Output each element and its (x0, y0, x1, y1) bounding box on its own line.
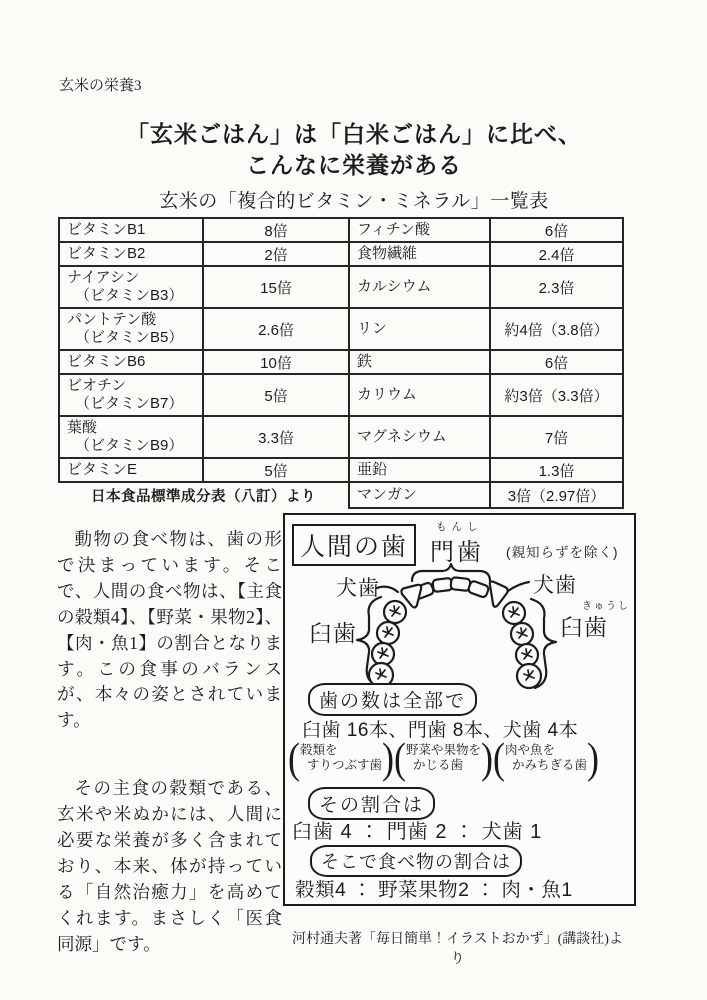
mineral-name-cell: フィチン酸 (349, 218, 490, 242)
paren-open: ( (288, 734, 300, 782)
table-row (59, 242, 623, 266)
mineral-name-cell: カルシウム (349, 266, 490, 308)
page-header: 玄米の栄養3 (59, 78, 142, 94)
tooth-count-line: 臼歯 16本、門歯 8本、犬歯 4本 (302, 720, 579, 741)
mineral-name-cell: リン (349, 308, 490, 350)
tooth-role-molar: ( 穀類を すりつぶす歯 ) (288, 734, 395, 782)
nutrient-value-cell: 2倍 (203, 242, 349, 266)
nutrient-value-cell: 5倍 (203, 374, 349, 416)
canine-label-right: 犬歯 (533, 574, 577, 597)
tooth-role-notes (288, 734, 600, 782)
table-row (59, 458, 623, 482)
tooth-role-canine: ( 肉や魚を かみちぎる歯 ) (493, 734, 600, 782)
nutrient-value-cell: 15倍 (203, 266, 349, 308)
paren-close: ) (481, 734, 494, 782)
table-row (59, 266, 623, 308)
paren-open: ( (394, 734, 407, 782)
food-ratio-line: 穀類4 ： 野菜果物2 ： 肉・魚1 (295, 879, 573, 901)
paren-close: ) (382, 734, 395, 782)
molar-label-left: 臼歯 (309, 620, 357, 646)
mineral-value-cell: 6倍 (490, 350, 623, 374)
paragraph-brown-rice: その主食の穀類である、玄米や米ぬかには、人間に必要な栄養が多く含まれており、本来、体が持っている「自然治癒力」を高めてくれます。まさしく「医食同源」です。 (57, 778, 282, 954)
teeth-box-title: 人間の歯 (292, 524, 416, 566)
table-row (59, 416, 623, 458)
incisor-label: 門歯 (430, 539, 484, 566)
mineral-name-cell: カリウム (349, 374, 490, 416)
mineral-value-cell: 2.3倍 (490, 266, 623, 308)
paren-open: ( (493, 734, 506, 782)
teeth-illustration-box (283, 513, 636, 906)
nutrient-name-cell: パントテン酸 （ビタミンB5） (59, 308, 203, 350)
nutrient-value-cell: 3.3倍 (203, 416, 349, 458)
table-row (59, 218, 623, 242)
nutrient-name-cell: ビタミンB1 (59, 218, 203, 242)
mineral-name-cell: 鉄 (349, 350, 490, 374)
table-row (59, 308, 623, 350)
incisor-furigana: もんし (436, 521, 483, 533)
nutrient-value-cell: 10倍 (203, 350, 349, 374)
mineral-name-cell: 亜鉛 (349, 458, 490, 482)
food-ratio-heading: そこで食べ物の割合は (310, 845, 522, 877)
main-title (14, 119, 694, 181)
nutrient-value-cell: 2.6倍 (203, 308, 349, 350)
molar-furigana: きゅうし (582, 601, 630, 612)
nutrient-name-cell: ビオチン （ビタミンB7） (59, 374, 203, 416)
mineral-name-cell: マンガン (349, 482, 490, 508)
tooth-role-incisor: ( 野菜や果物を かじる歯 ) (394, 734, 494, 782)
main-title-line1: 「玄米ごはん」は「白米ごはん」に比べ、 (126, 121, 582, 147)
mineral-value-cell: 3倍（2.97倍） (490, 482, 623, 508)
canine-label-left: 犬歯 (336, 577, 380, 600)
mineral-value-cell: 6倍 (490, 218, 623, 242)
paren-close: ) (587, 734, 600, 782)
main-title-line2: こんなに栄養がある (246, 152, 462, 178)
mineral-value-cell: 約3倍（3.3倍） (490, 374, 623, 416)
table-row (59, 374, 623, 416)
nutrient-value-cell: 5倍 (203, 458, 349, 482)
nutrient-value-cell: 8倍 (203, 218, 349, 242)
tooth-ratio-line: 臼歯 4 ： 門歯 2 ： 犬歯 1 (292, 821, 543, 843)
molar-label-right: 臼歯 (560, 614, 608, 640)
wisdom-teeth-note: (親知らずを除く) (506, 545, 619, 560)
mineral-value-cell: 1.3倍 (490, 458, 623, 482)
mineral-name-cell: 食物繊維 (349, 242, 490, 266)
nutrient-name-cell: ビタミンB2 (59, 242, 203, 266)
citation: 河村通夫著「毎日簡単！イラストおかず」(講談社)より (292, 932, 623, 967)
mineral-value-cell: 約4倍（3.8倍） (490, 308, 623, 350)
table-caption: 玄米の「複合的ビタミン・ミネラル」一覧表 (159, 191, 549, 212)
tooth-count-heading: 歯の数は全部で (308, 683, 477, 716)
nutrient-name-cell: ナイアシン （ビタミンB3） (59, 266, 203, 308)
table-row (59, 482, 623, 508)
body-text (57, 527, 282, 958)
mineral-value-cell: 2.4倍 (490, 242, 623, 266)
nutrient-name-cell: ビタミンE (59, 458, 203, 482)
nutrition-table (58, 217, 624, 509)
nutrient-name-cell: 葉酸 （ビタミンB9） (59, 416, 203, 458)
mineral-value-cell: 7倍 (490, 416, 623, 458)
tooth-ratio-heading: その割合は (308, 787, 435, 820)
mineral-name-cell: マグネシウム (349, 416, 490, 458)
nutrient-name-cell: ビタミンB6 (59, 350, 203, 374)
table-row (59, 350, 623, 374)
table-source-note: 日本食品標準成分表（八訂）より (91, 489, 316, 505)
paragraph-teeth-shape: 動物の食べ物は、歯の形で決まっています。そこで、人間の食べ物は、【主食の穀類4】、【野菜・果物2】、【肉・魚1】の割合となります。この食事のバランスが、本々の姿とされています。 (57, 529, 282, 731)
